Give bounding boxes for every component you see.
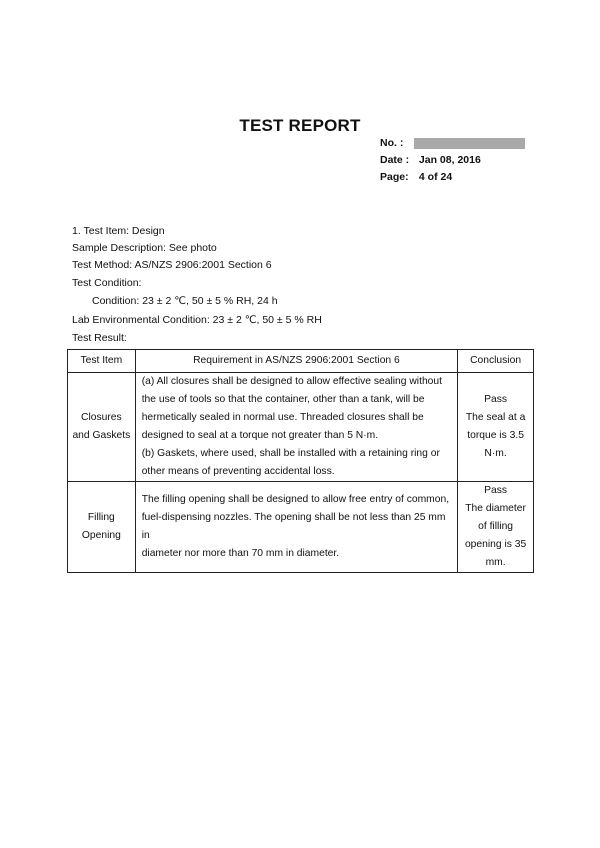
row-test-item [68,373,136,482]
test-item-line: 1. Test Item: Design [72,225,165,237]
concl-line: The diameter [465,503,526,514]
report-page [380,171,452,183]
req-line: The filling opening shall be designed to allow free entry of common, [141,494,450,505]
concl-line: of filling [478,521,514,532]
report-number [380,137,416,149]
req-line: fuel-dispensing nozzles. The opening shall be not less than 25 mm in [141,512,446,541]
report-date-value: Jan 08, 2016 [418,154,481,166]
lab-environment-line: Lab Environmental Condition: 23 ± 2 ℃, 50 ± 5 % RH [72,314,322,326]
sample-description-line: Sample Description: See photo [72,242,217,254]
req-line: designed to seal at a torque not greater than 5 N·m. [141,430,379,441]
header-test-item: Test Item [68,350,136,373]
report-title: TEST REPORT [239,116,361,135]
redacted-report-number [414,138,525,149]
report-date [380,154,481,166]
concl-line: torque is 3.5 [467,430,524,441]
concl-line: N·m. [484,448,507,459]
item-line: Opening [81,530,121,541]
req-line: the use of tools so that the container, other than a tank, will be [141,394,425,405]
report-number-label: No. : [380,137,404,149]
item-line: Closures [81,412,122,423]
test-condition-line: Condition: 23 ± 2 ℃, 50 ± 5 % RH, 24 h [92,295,278,307]
concl-line: Pass [484,485,508,496]
results-table [67,349,534,573]
report-page-value: 4 of 24 [418,171,453,183]
concl-line: opening is 35 [464,539,527,550]
test-result-label: Test Result: [72,332,127,344]
req-line: hermetically sealed in normal use. Threaded closures shall be [141,412,424,423]
row-conclusion [458,373,534,482]
concl-line: Pass [484,394,508,405]
row-requirement [135,373,457,482]
req-line: diameter nor more than 70 mm in diameter. [141,548,340,559]
header-requirement: Requirement in AS/NZS 2906:2001 Section 6 [135,350,457,373]
req-line: (a) All closures shall be designed to allow effective sealing without [141,376,442,387]
row-test-item [68,482,136,573]
concl-line: mm. [485,557,506,568]
concl-line: The seal at a [465,412,526,423]
req-line: other means of preventing accidental loss. [141,466,335,477]
report-date-label: Date : [380,154,410,166]
item-line: Filling [87,512,115,523]
header-conclusion: Conclusion [458,350,534,373]
row-requirement [135,482,457,573]
table-row [68,373,534,482]
report-page-label: Page: [380,171,409,183]
test-condition-label: Test Condition: [72,277,142,289]
req-line: (b) Gaskets, where used, shall be installed with a retaining ring or [141,448,440,459]
table-header-row [68,350,534,373]
test-method-line: Test Method: AS/NZS 2906:2001 Section 6 [72,259,272,271]
table-row [68,482,534,573]
item-line: and Gaskets [72,430,131,441]
row-conclusion [458,482,534,573]
